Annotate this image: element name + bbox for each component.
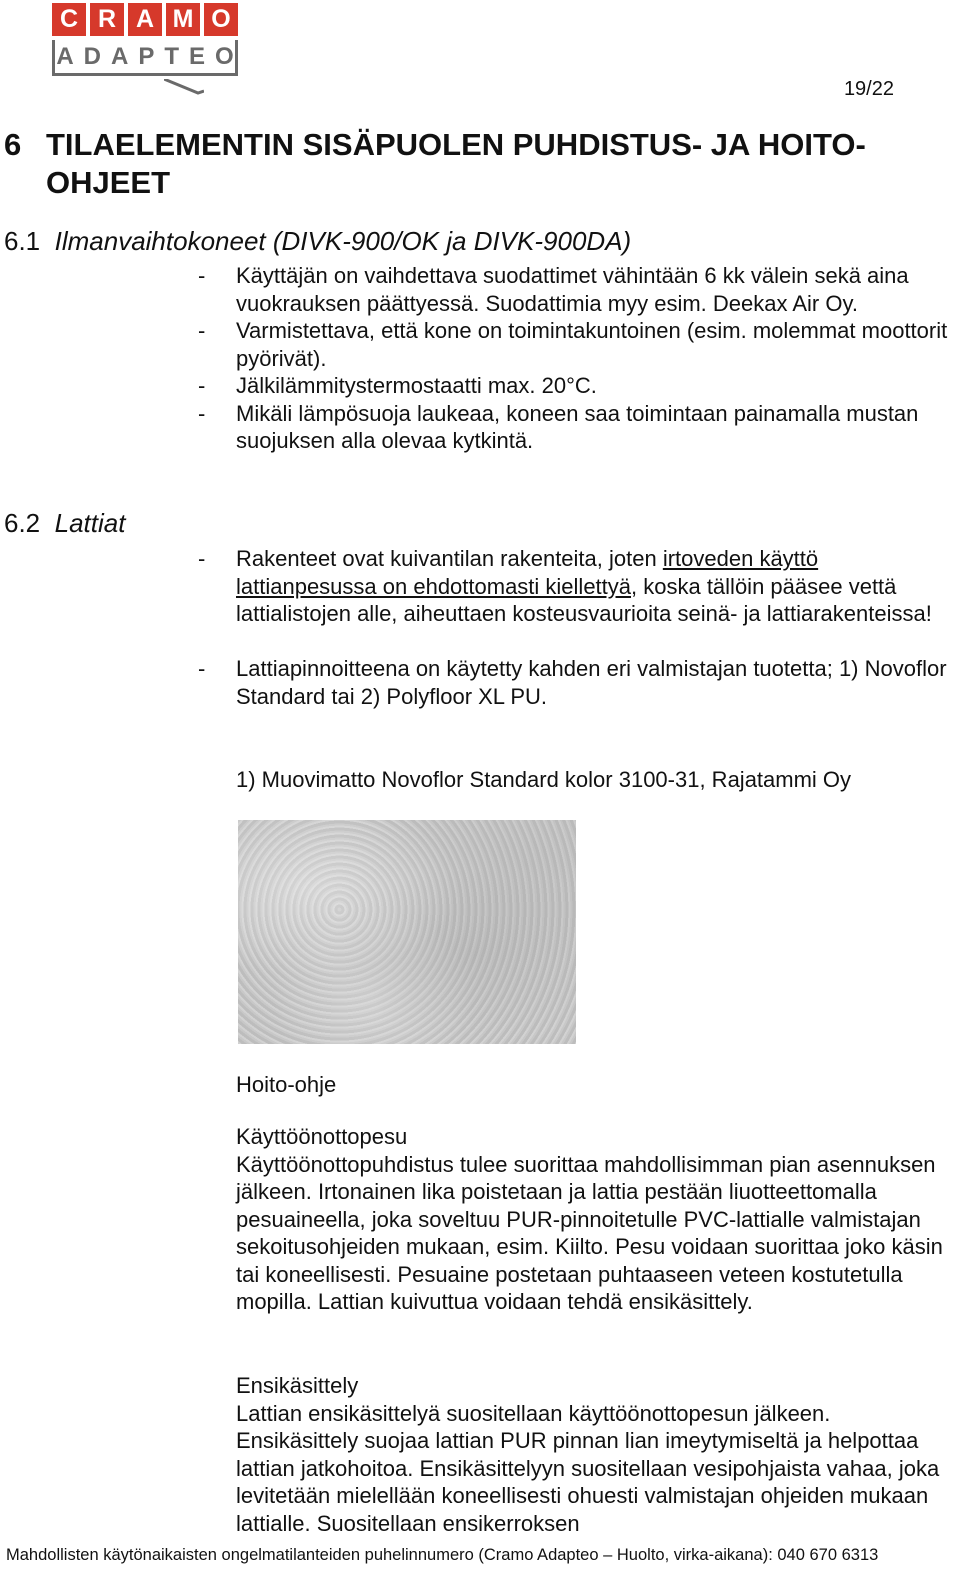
list-item: - Jälkilämmitystermostaatti max. 20°C. bbox=[198, 373, 597, 398]
section-heading bbox=[4, 126, 904, 202]
section-number: 6 bbox=[4, 127, 22, 162]
first-treatment-section bbox=[236, 1372, 956, 1537]
product-1-label: 1) Muovimatto Novoflor Standard kolor 3100-31, Rajatammi Oy bbox=[236, 767, 852, 792]
logo-swoosh-icon bbox=[164, 79, 204, 99]
subsection-title: Lattiat bbox=[54, 508, 126, 538]
company-logo bbox=[52, 3, 244, 99]
logo-letter: R bbox=[90, 3, 124, 36]
warning-underlined-text: irtoveden käyttö lattianpesussa on ehdottomasti kiellettyä bbox=[236, 546, 819, 599]
subsection-number: 6.1 bbox=[4, 226, 41, 256]
page-number: 19/22 bbox=[843, 78, 894, 100]
first-treatment-title: Ensikäsittely bbox=[236, 1373, 359, 1398]
first-wash-text: Käyttöönottopuhdistus tulee suorittaa mahdollisimman pian asennuksen jälkeen. Irtonainen lika poistetaan ja lattia pestään liuotteettomalla pesuaineella, joka soveltuu PUR-pinnoitetulle PVC-lattialle valmistajan sekoitusohjeiden mukaan, esim. Kiilto. Pesu voidaan suorittaa joko käsin tai koneellisesti. Pesuaine postetaan puhtaaseen veteen kostutetulla mopilla. Lattian kuivuttua voidaan tehdä ensikäsittely. bbox=[236, 1151, 943, 1314]
care-instructions-title: Hoito-ohje bbox=[236, 1072, 337, 1097]
list-item: - Lattiapinnoitteena on käytetty kahden eri valmistajan tuotetta; 1) Novoflor Standard tai 2) Polyfloor XL PU. bbox=[198, 656, 947, 709]
subsection-heading-ventilation bbox=[4, 226, 631, 256]
logo-letter: M bbox=[166, 3, 200, 36]
logo-letter: O bbox=[204, 3, 238, 36]
section-title-line2: OHJEET bbox=[46, 165, 171, 200]
list-item: - Varmistettava, että kone on toimintakuntoinen (esim. molemmat moottorit pyörivät). bbox=[198, 318, 948, 371]
subsection-title: Ilmanvaihtokoneet (DIVK-900/OK ja DIVK-900DA) bbox=[54, 226, 632, 256]
ventilation-list bbox=[198, 262, 958, 455]
list-item: - Mikäli lämpösuoja laukeaa, koneen saa toimintaan painamalla mustan suojuksen alla olevaa kytkintä. bbox=[198, 400, 919, 453]
subsection-heading-floors bbox=[4, 508, 125, 538]
first-wash-section bbox=[236, 1123, 956, 1316]
list-item: - Rakenteet ovat kuivantilan rakenteita, joten irtoveden käyttö lattianpesussa on ehdottomasti kiellettyä, koska tällöin pääsee vettä lattialistojen alle, aiheuttaen kosteusvaurioita seinä- ja lattiarakenteissa! bbox=[198, 546, 932, 626]
floors-list bbox=[198, 545, 958, 710]
logo-letter-row bbox=[52, 3, 244, 36]
first-treatment-text: Lattian ensikäsittelyä suositellaan käyttöönottopesun jälkeen. Ensikäsittely suojaa lattian PUR pinnan lian imeytymiseltä ja helpottaa lattian jatkohoitoa. Ensikäsittelyyn suositellaan vesipohjaista vahaa, joka levitetään mielellään koneellisesti ohuesti valmistajan ohjeiden mukaan lattialle. Suositellaan ensikerroksen bbox=[236, 1400, 940, 1536]
footer-phone-info: Mahdollisten käytönaikaisten ongelmatilanteiden puhelinnumero (Cramo Adapteo – Huolto, virka-aikana): 040 670 6313 bbox=[6, 1546, 879, 1564]
logo-letter: A bbox=[128, 3, 162, 36]
logo-letter: C bbox=[52, 3, 86, 36]
section-title-line1: TILAELEMENTIN SISÄPUOLEN PUHDISTUS- JA HOITO- bbox=[46, 127, 866, 162]
subsection-number: 6.2 bbox=[4, 508, 41, 538]
list-item: - Käyttäjän on vaihdettava suodattimet vähintään 6 kk välein sekä aina vuokrauksen päättyessä. Suodattimia myy esim. Deekax Air Oy. bbox=[198, 263, 909, 316]
floor-sample-image bbox=[238, 820, 576, 1044]
first-wash-title: Käyttöönottopesu bbox=[236, 1124, 408, 1149]
logo-subtext: ADAPTEO bbox=[52, 40, 238, 76]
